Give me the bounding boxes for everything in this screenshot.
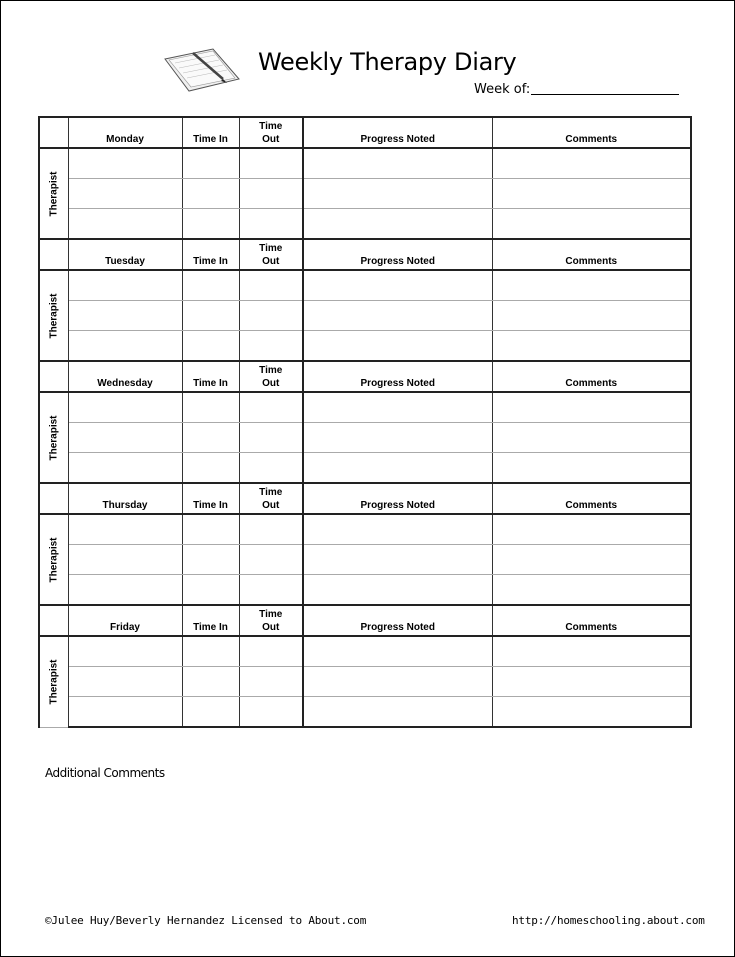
comments-header: Comments: [492, 605, 691, 636]
day-entry-cell[interactable]: [68, 545, 182, 575]
week-of-line[interactable]: [531, 93, 679, 95]
footer-url[interactable]: http://homeschooling.about.com: [512, 914, 705, 927]
progress-noted-cell[interactable]: [303, 514, 492, 545]
time-in-cell[interactable]: [182, 392, 239, 423]
comments-cell[interactable]: [492, 209, 691, 240]
day-entry-cell[interactable]: [68, 331, 182, 362]
entry-row: [39, 514, 691, 545]
comments-cell[interactable]: [492, 301, 691, 331]
comments-cell[interactable]: [492, 575, 691, 606]
time-out-cell[interactable]: [239, 697, 303, 728]
time-in-cell[interactable]: [182, 179, 239, 209]
progress-noted-cell[interactable]: [303, 148, 492, 179]
corner-cell: [39, 117, 68, 148]
time-out-header: Time Out: [239, 117, 303, 148]
time-out-cell[interactable]: [239, 575, 303, 606]
day-header-row: [39, 483, 691, 514]
entry-row: [39, 423, 691, 453]
progress-noted-header: Progress Noted: [303, 483, 492, 514]
corner-cell: [39, 605, 68, 636]
entry-row: [39, 697, 691, 728]
comments-cell[interactable]: [492, 331, 691, 362]
comments-header: Comments: [492, 239, 691, 270]
time-in-header: Time In: [182, 605, 239, 636]
progress-noted-cell[interactable]: [303, 453, 492, 484]
entry-row: [39, 545, 691, 575]
time-out-header: Time Out: [239, 605, 303, 636]
time-in-cell[interactable]: [182, 423, 239, 453]
therapist-cell: [39, 392, 68, 483]
time-out-cell[interactable]: [239, 545, 303, 575]
time-out-cell[interactable]: [239, 331, 303, 362]
comments-cell[interactable]: [492, 392, 691, 423]
day-entry-cell[interactable]: [68, 301, 182, 331]
time-in-cell[interactable]: [182, 209, 239, 240]
time-in-cell[interactable]: [182, 636, 239, 667]
entry-row: [39, 331, 691, 362]
corner-cell: [39, 361, 68, 392]
therapist-cell: [39, 514, 68, 605]
time-in-cell[interactable]: [182, 667, 239, 697]
time-in-header: Time In: [182, 361, 239, 392]
entry-row: [39, 179, 691, 209]
entry-row: [39, 148, 691, 179]
day-label: Monday: [68, 117, 182, 148]
progress-noted-header: Progress Noted: [303, 239, 492, 270]
time-in-cell[interactable]: [182, 575, 239, 606]
progress-noted-cell[interactable]: [303, 331, 492, 362]
time-out-cell[interactable]: [239, 392, 303, 423]
progress-noted-header: Progress Noted: [303, 117, 492, 148]
progress-noted-cell[interactable]: [303, 697, 492, 728]
day-label: Tuesday: [68, 239, 182, 270]
day-header-row: [39, 117, 691, 148]
additional-comments-label: Additional Comments: [45, 766, 165, 780]
progress-noted-header: Progress Noted: [303, 361, 492, 392]
time-in-header: Time In: [182, 239, 239, 270]
time-out-cell[interactable]: [239, 148, 303, 179]
day-entry-cell[interactable]: [68, 667, 182, 697]
time-out-cell[interactable]: [239, 636, 303, 667]
time-out-cell[interactable]: [239, 179, 303, 209]
entry-row: [39, 301, 691, 331]
day-entry-cell[interactable]: [68, 148, 182, 179]
comments-cell[interactable]: [492, 667, 691, 697]
time-out-cell[interactable]: [239, 301, 303, 331]
time-out-header: Time Out: [239, 361, 303, 392]
time-out-cell[interactable]: [239, 667, 303, 697]
entry-row: [39, 270, 691, 301]
time-out-header: Time Out: [239, 239, 303, 270]
time-out-cell[interactable]: [239, 453, 303, 484]
day-label: Thursday: [68, 483, 182, 514]
progress-noted-cell[interactable]: [303, 270, 492, 301]
notebook-pencil-icon: [163, 45, 241, 95]
comments-cell[interactable]: [492, 514, 691, 545]
therapist-cell: [39, 636, 68, 727]
therapy-diary-table: [38, 116, 692, 728]
week-of-label: Week of:: [474, 82, 531, 97]
entry-row: [39, 667, 691, 697]
corner-cell: [39, 483, 68, 514]
day-entry-cell[interactable]: [68, 575, 182, 606]
day-entry-cell[interactable]: [68, 453, 182, 484]
progress-noted-cell[interactable]: [303, 575, 492, 606]
day-entry-cell[interactable]: [68, 697, 182, 728]
comments-cell[interactable]: [492, 270, 691, 301]
time-in-header: Time In: [182, 117, 239, 148]
time-in-header: Time In: [182, 483, 239, 514]
comments-header: Comments: [492, 483, 691, 514]
progress-noted-cell[interactable]: [303, 545, 492, 575]
time-in-cell[interactable]: [182, 697, 239, 728]
time-in-cell[interactable]: [182, 514, 239, 545]
progress-noted-cell[interactable]: [303, 636, 492, 667]
day-label: Friday: [68, 605, 182, 636]
entry-row: [39, 575, 691, 606]
day-entry-cell[interactable]: [68, 209, 182, 240]
time-in-cell[interactable]: [182, 301, 239, 331]
time-in-cell[interactable]: [182, 545, 239, 575]
therapist-label: Therapist: [48, 536, 60, 583]
comments-cell[interactable]: [492, 453, 691, 484]
comments-cell[interactable]: [492, 148, 691, 179]
therapist-cell: [39, 270, 68, 361]
time-in-cell[interactable]: [182, 270, 239, 301]
time-in-cell[interactable]: [182, 148, 239, 179]
day-entry-cell[interactable]: [68, 270, 182, 301]
day-label: Wednesday: [68, 361, 182, 392]
comments-header: Comments: [492, 117, 691, 148]
comments-cell[interactable]: [492, 636, 691, 667]
comments-cell[interactable]: [492, 423, 691, 453]
corner-cell: [39, 239, 68, 270]
day-header-row: [39, 239, 691, 270]
therapist-label: Therapist: [48, 414, 60, 461]
progress-noted-cell[interactable]: [303, 392, 492, 423]
day-entry-cell[interactable]: [68, 423, 182, 453]
entry-row: [39, 392, 691, 423]
progress-noted-cell[interactable]: [303, 209, 492, 240]
comments-header: Comments: [492, 361, 691, 392]
time-out-header: Time Out: [239, 483, 303, 514]
therapist-label: Therapist: [48, 292, 60, 339]
time-out-cell[interactable]: [239, 423, 303, 453]
therapist-label: Therapist: [48, 659, 60, 705]
progress-noted-cell[interactable]: [303, 301, 492, 331]
time-in-cell[interactable]: [182, 331, 239, 362]
progress-noted-cell[interactable]: [303, 423, 492, 453]
comments-cell[interactable]: [492, 545, 691, 575]
day-entry-cell[interactable]: [68, 392, 182, 423]
entry-row: [39, 453, 691, 484]
time-out-cell[interactable]: [239, 270, 303, 301]
day-header-row: [39, 361, 691, 392]
time-in-cell[interactable]: [182, 453, 239, 484]
progress-noted-cell[interactable]: [303, 179, 492, 209]
comments-cell[interactable]: [492, 697, 691, 728]
day-entry-cell[interactable]: [68, 636, 182, 667]
time-out-cell[interactable]: [239, 209, 303, 240]
day-entry-cell[interactable]: [68, 179, 182, 209]
footer-credit: ©Julee Huy/Beverly Hernandez Licensed to About.com: [45, 914, 367, 927]
therapist-label: Therapist: [48, 170, 60, 217]
day-header-row: [39, 605, 691, 636]
progress-noted-cell[interactable]: [303, 667, 492, 697]
day-entry-cell[interactable]: [68, 514, 182, 545]
time-out-cell[interactable]: [239, 514, 303, 545]
comments-cell[interactable]: [492, 179, 691, 209]
week-of-field[interactable]: [474, 82, 679, 97]
entry-row: [39, 209, 691, 240]
therapist-cell: [39, 148, 68, 239]
page-title: Weekly Therapy Diary: [258, 48, 517, 76]
entry-row: [39, 636, 691, 667]
progress-noted-header: Progress Noted: [303, 605, 492, 636]
